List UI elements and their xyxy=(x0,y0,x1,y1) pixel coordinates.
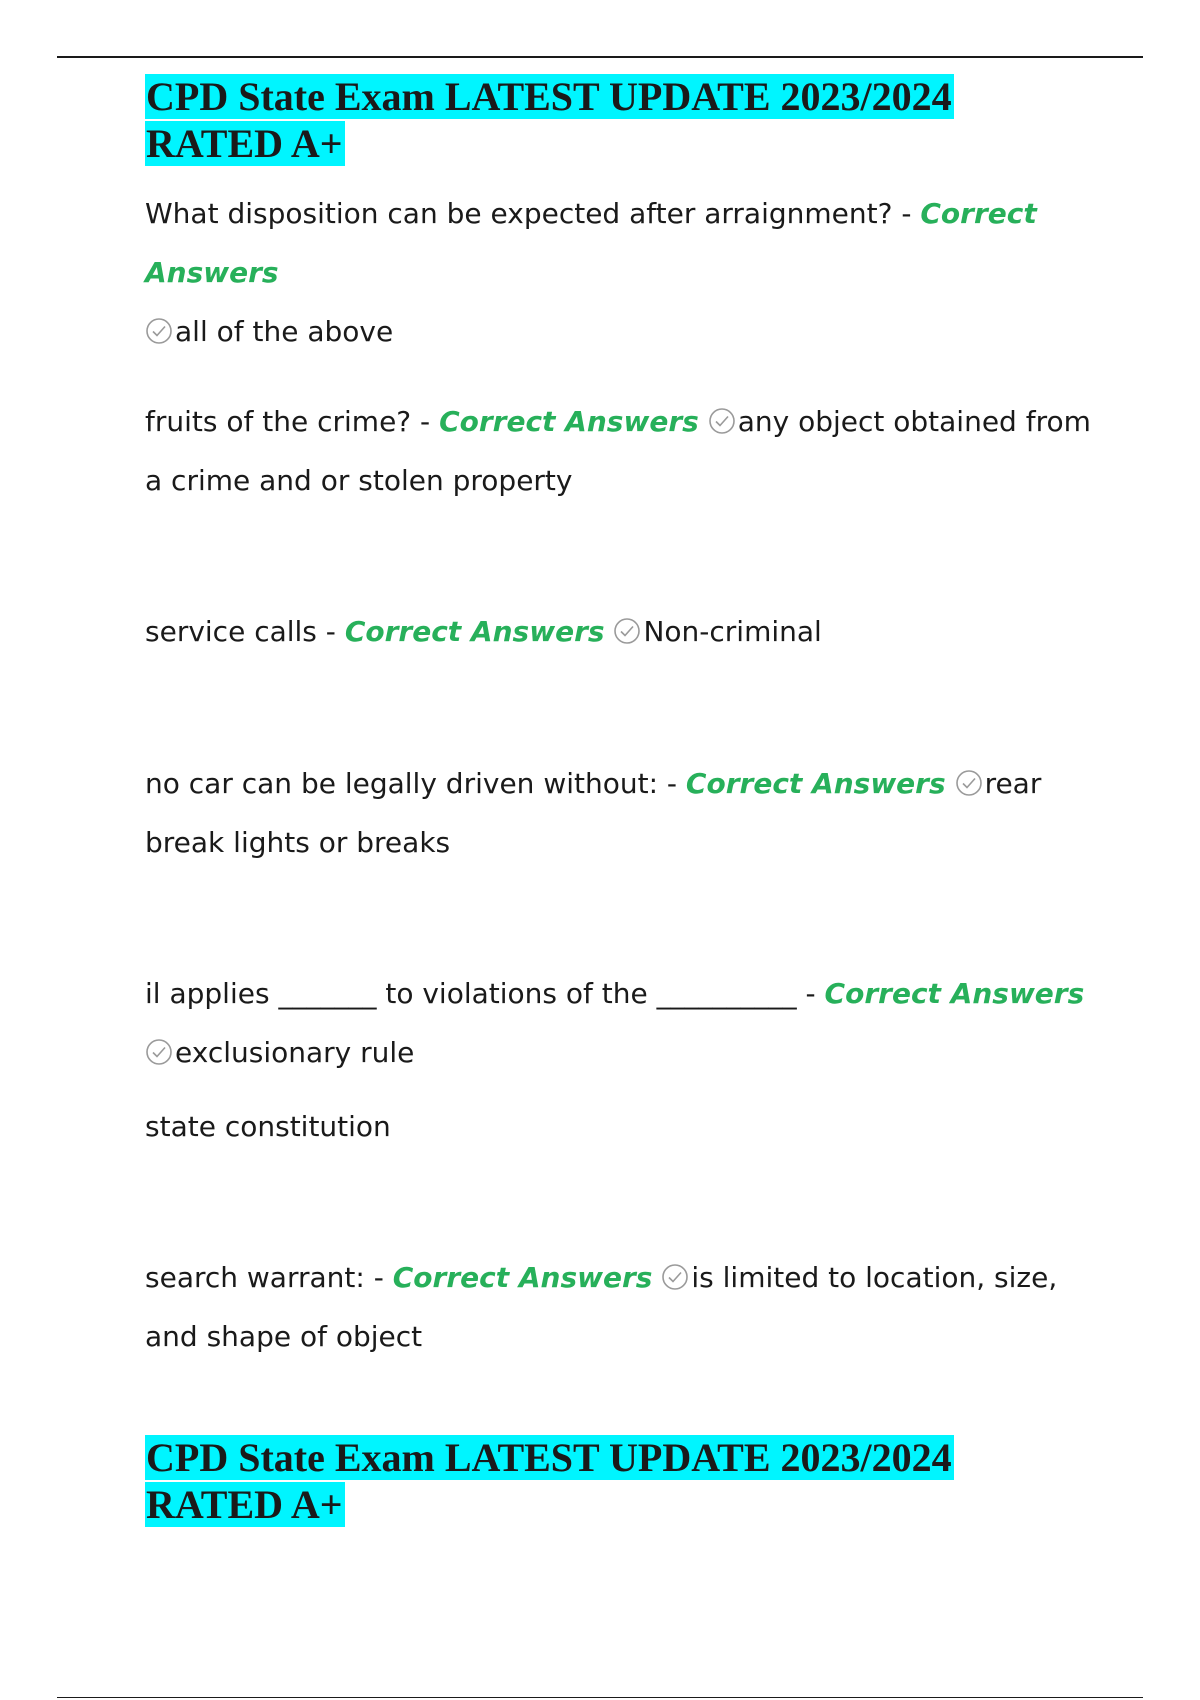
qa-item xyxy=(145,754,1105,872)
answer-text: exclusionary rule xyxy=(175,1036,415,1069)
question-text: no car can be legally driven without: - xyxy=(145,767,686,800)
check-circle-icon xyxy=(661,1263,689,1291)
question-text: What disposition can be expected after arraignment? - xyxy=(145,197,921,230)
title-line-2: RATED A+ xyxy=(146,121,343,166)
qa-item xyxy=(145,1248,1105,1366)
correct-answers-label: Correct Answers xyxy=(344,615,605,648)
answer-text: rear break lights or breaks xyxy=(145,767,1042,859)
answer-extra-text: state constitution xyxy=(145,1110,391,1143)
check-circle-icon xyxy=(613,617,641,645)
qa-item xyxy=(145,392,1105,510)
answer-text: any object obtained from a crime and or stolen property xyxy=(145,405,1091,497)
qa-item xyxy=(145,184,1105,361)
top-rule xyxy=(57,56,1143,58)
answer-text: all of the above xyxy=(175,315,394,348)
footer-title xyxy=(145,1434,954,1528)
check-circle-icon xyxy=(145,317,173,345)
footer-title-line-1: CPD State Exam LATEST UPDATE 2023/2024 xyxy=(146,1435,952,1480)
qa-item xyxy=(145,964,1105,1082)
correct-answers-label: Correct Answers xyxy=(439,405,699,438)
title-line-1: CPD State Exam LATEST UPDATE 2023/2024 xyxy=(146,74,952,119)
question-text: search warrant: - xyxy=(145,1261,393,1294)
bottom-rule xyxy=(57,1697,1143,1698)
answer-text: Non-criminal xyxy=(643,615,822,648)
answer-text: is limited to location, size, and shape of object xyxy=(145,1261,1058,1353)
question-text: il applies _______ to violations of the __________ - xyxy=(145,977,825,1010)
check-circle-icon xyxy=(708,407,736,435)
question-text: service calls - xyxy=(145,615,345,648)
check-circle-icon xyxy=(955,769,983,797)
page-title xyxy=(145,73,954,167)
correct-answers-label: Correct Answers xyxy=(685,767,946,800)
correct-answers-label: Correct Answers xyxy=(824,977,1085,1010)
footer-title-line-2: RATED A+ xyxy=(146,1482,343,1527)
qa-item xyxy=(145,602,1105,661)
check-circle-icon xyxy=(145,1038,173,1066)
correct-answers-label: Correct Answers xyxy=(392,1261,653,1294)
question-text: fruits of the crime? - xyxy=(145,405,440,438)
correct-answers-label: Correct Answers xyxy=(145,197,1037,289)
